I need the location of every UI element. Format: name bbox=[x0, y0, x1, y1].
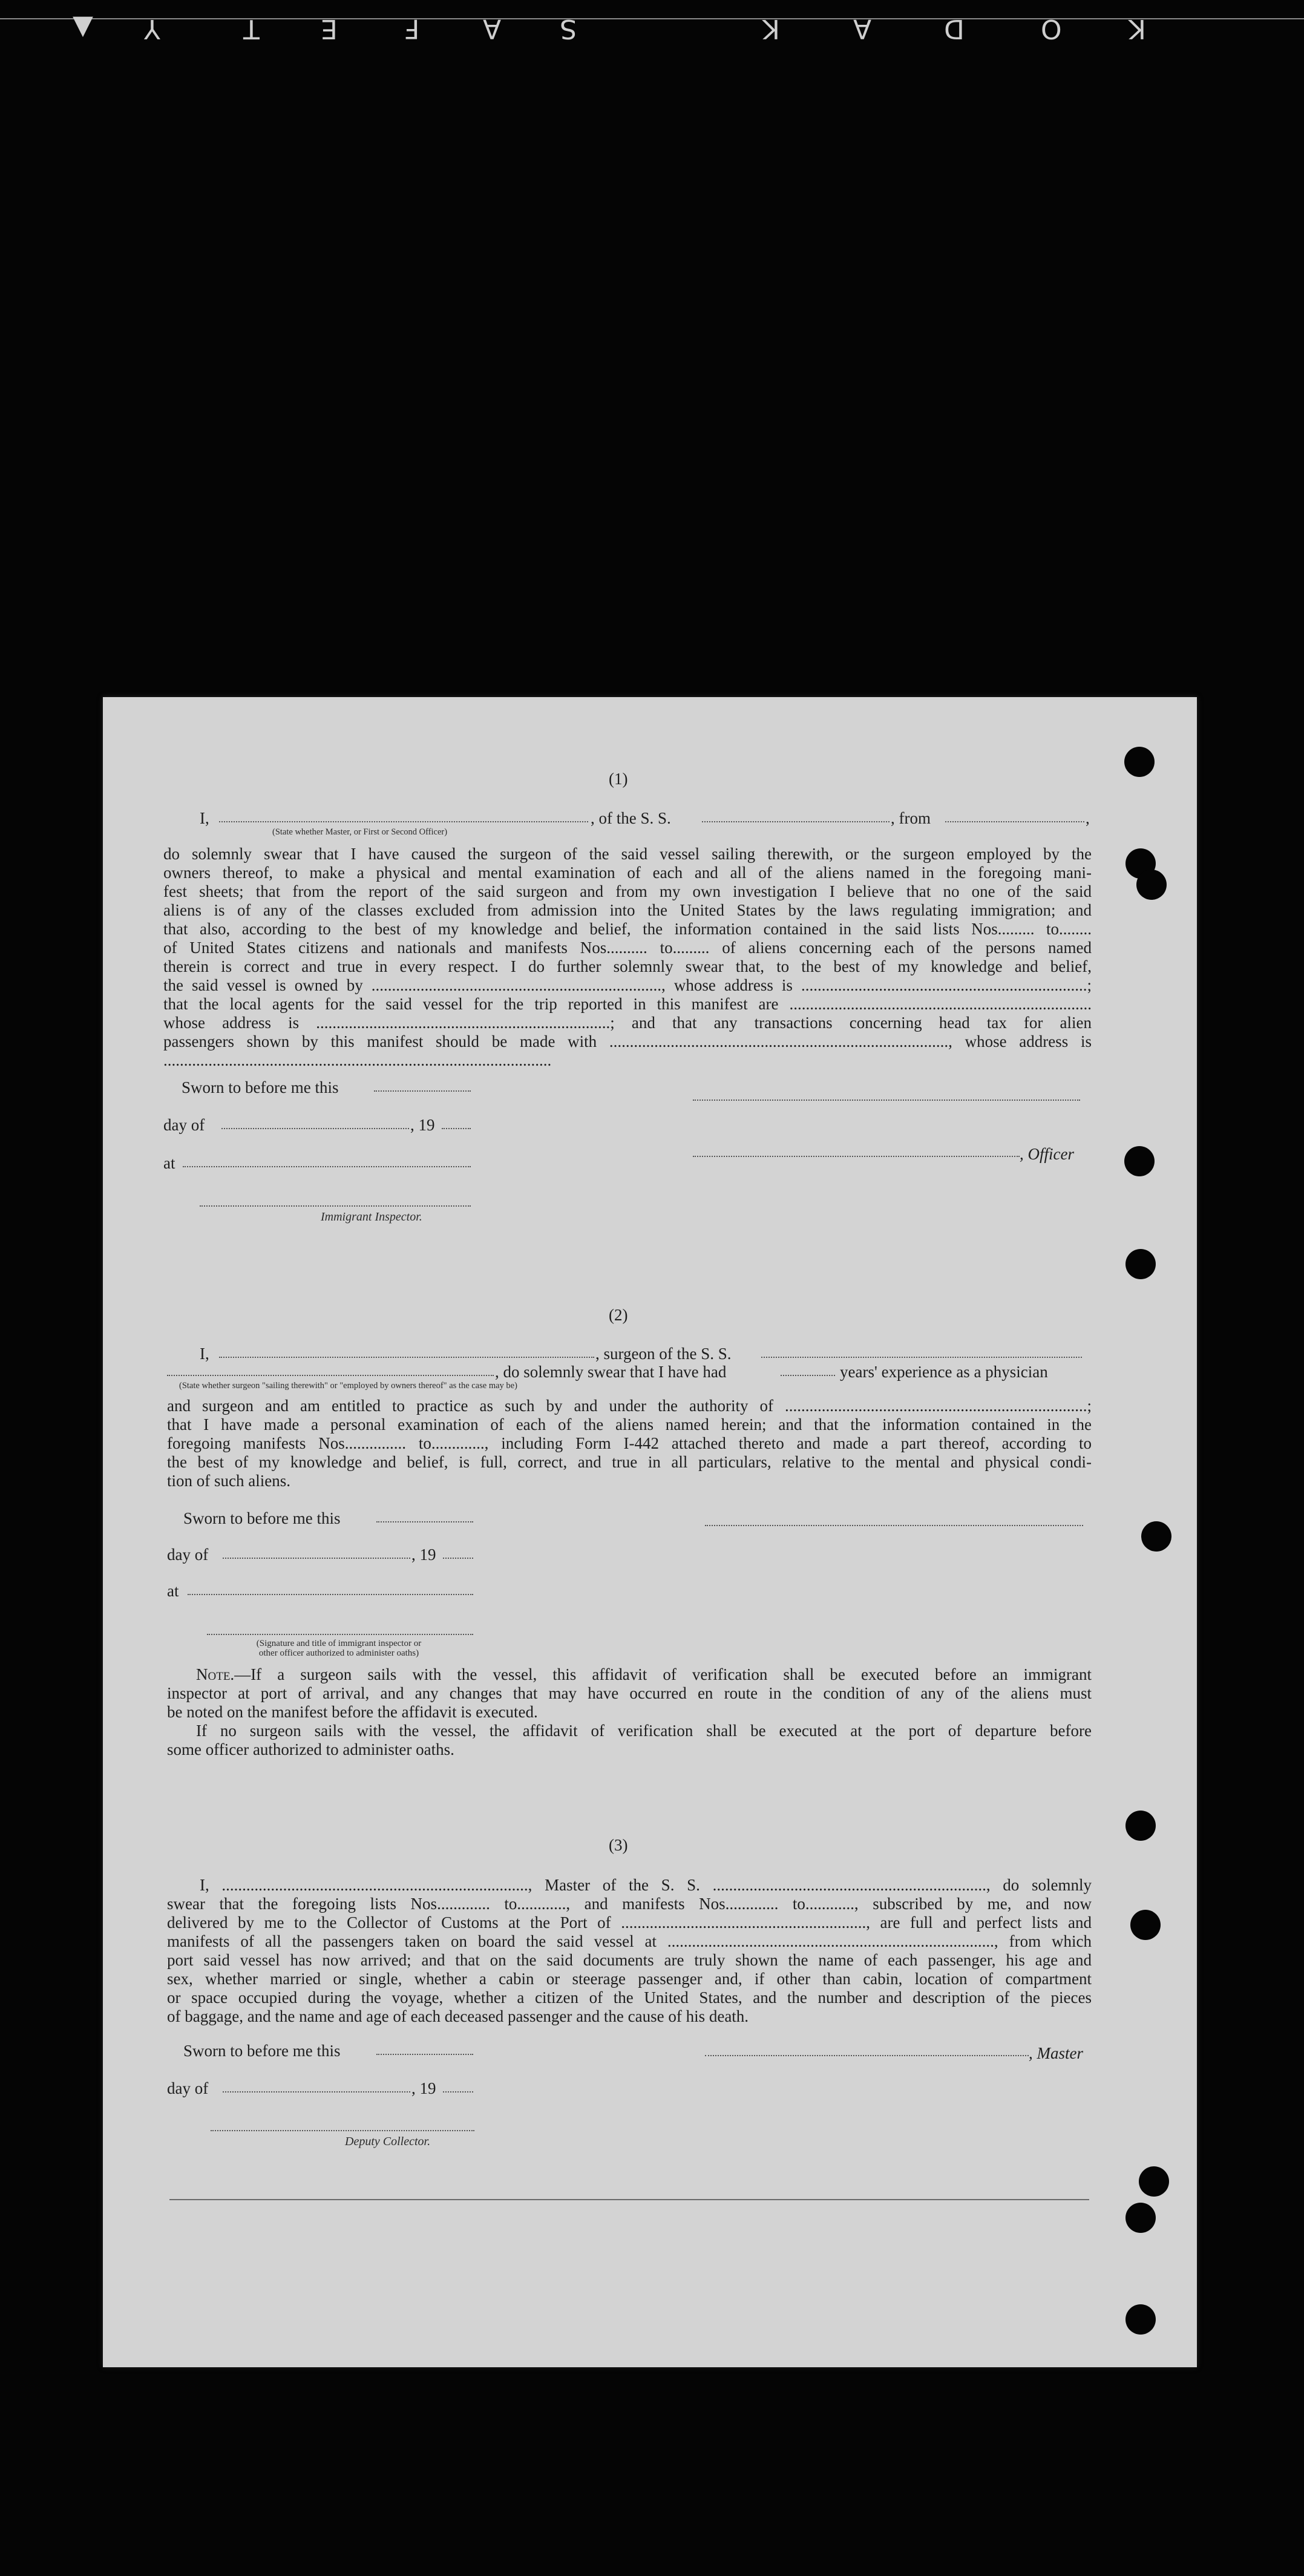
note-label: Note. bbox=[196, 1665, 235, 1683]
note-line: some officer authorized to administer oaths. bbox=[167, 1740, 454, 1758]
bottom-rule bbox=[169, 2199, 1089, 2200]
oath-line: aliens is of any of the classes excluded from admission into the United States by the laws regulating immigration; and bbox=[163, 901, 1092, 919]
note-line: inspector at port of arrival, and any changes that may have occurred en route in the condition of any of the aliens must bbox=[167, 1684, 1092, 1702]
oath-line: that also, according to the best of my knowledge and belief, the information contained in the said lists Nos......... to........ bbox=[163, 920, 1092, 938]
year-label: , 19 bbox=[410, 1116, 435, 1134]
oath-line: passengers shown by this manifest should be made with ..................................................................................., whose address is bbox=[163, 1032, 1092, 1050]
at-label: at bbox=[163, 1154, 175, 1172]
film-edge-letter: S bbox=[560, 13, 577, 44]
name-blank bbox=[219, 821, 588, 822]
oath-line: therein is correct and true in every respect. I do further solemnly swear that, to the best of my knowledge and belief, bbox=[163, 957, 1092, 975]
surgeon-name-blank bbox=[219, 1357, 594, 1358]
note-paragraph bbox=[167, 1665, 1092, 1759]
officer-signature-line bbox=[693, 1100, 1080, 1101]
day-label: day of bbox=[167, 1545, 209, 1564]
inspector-signature-line bbox=[207, 1634, 473, 1635]
film-edge-letter: T bbox=[243, 13, 260, 44]
oath-line: tion of such aliens. bbox=[167, 1472, 290, 1490]
port-blank bbox=[945, 821, 1084, 822]
sworn-blank bbox=[376, 2054, 473, 2055]
vessel-blank bbox=[761, 1357, 1082, 1358]
collector-signature-line bbox=[211, 2130, 474, 2131]
oath-line: do solemnly swear that I have caused the surgeon of the said vessel sailing therewith, or the surgeon employed by the bbox=[163, 845, 1092, 863]
punch-hole bbox=[1136, 870, 1167, 900]
film-edge-letter: ▲ bbox=[73, 13, 93, 44]
film-edge-letter: A bbox=[483, 13, 502, 44]
film-edge-letter: K bbox=[1129, 13, 1146, 44]
at-blank bbox=[183, 1166, 471, 1167]
note-line: be noted on the manifest before the affidavit is executed. bbox=[167, 1703, 538, 1721]
punch-hole bbox=[1125, 2203, 1156, 2233]
punch-hole bbox=[1125, 1249, 1156, 1279]
oath-line: that the local agents for the said vessel for the trip reported in this manifest are .......................................................................... bbox=[163, 995, 1092, 1013]
at-blank bbox=[188, 1594, 473, 1595]
oath-text: , of the S. S. bbox=[591, 809, 671, 827]
punch-hole bbox=[1139, 2166, 1169, 2197]
years-blank bbox=[781, 1375, 835, 1376]
vessel-blank bbox=[702, 821, 890, 822]
form-sheet bbox=[103, 697, 1197, 2367]
oath-text: , bbox=[1086, 809, 1090, 827]
oath-paragraph bbox=[163, 845, 1092, 1070]
punch-hole bbox=[1125, 1811, 1156, 1841]
note-text: —If a surgeon sails with the vessel, this affidavit of verification shall be executed before an immigrant bbox=[234, 1665, 1092, 1683]
oath-text: I, bbox=[200, 1345, 209, 1363]
inspector-label: Immigrant Inspector. bbox=[321, 1210, 422, 1224]
oath-line: or space occupied during the voyage, whether a citizen of the United States, and the number and description of the pieces bbox=[167, 1988, 1092, 2007]
oath-line: port said vessel has now arrived; and that on the said documents are truly shown the name of each passenger, his age and bbox=[167, 1951, 1092, 1969]
year-blank bbox=[443, 2091, 473, 2093]
oath-line: manifests of all the passengers taken on board the said vessel at ................................................................................, from which bbox=[167, 1932, 1092, 1950]
film-edge-letter: K bbox=[762, 13, 780, 44]
oath-text: , surgeon of the S. S. bbox=[595, 1345, 732, 1363]
punch-hole bbox=[1124, 1146, 1155, 1176]
signature-note bbox=[212, 1639, 466, 1658]
oath-line: owners thereof, to make a physical and mental examination of each and all of the aliens named in the foregoing mani- bbox=[163, 864, 1092, 882]
surgeon-signature-line bbox=[705, 1525, 1083, 1526]
oath-text: , from bbox=[891, 809, 931, 827]
inspector-signature-line bbox=[200, 1205, 471, 1207]
film-edge-line bbox=[0, 18, 1304, 19]
surgeon-type-blank bbox=[167, 1375, 494, 1376]
sworn-label: Sworn to before me this bbox=[182, 1078, 339, 1096]
oath-text: , do solemnly swear that I have had bbox=[495, 1363, 727, 1381]
film-edge-letter: A bbox=[853, 13, 872, 44]
film-edge-letter: Y bbox=[144, 13, 160, 44]
day-label: day of bbox=[167, 2079, 209, 2097]
oath-paragraph bbox=[167, 1876, 1092, 2026]
note-line: If no surgeon sails with the vessel, the affidavit of verification shall be executed at the port of departure before bbox=[196, 1722, 1092, 1740]
oath-line: sex, whether married or single, whether a cabin or steerage passenger and, if other than cabin, location of compartment bbox=[167, 1970, 1092, 1988]
oath-paragraph bbox=[167, 1397, 1092, 1490]
oath-text: I, bbox=[200, 809, 209, 827]
film-edge-letter: O bbox=[1041, 13, 1062, 44]
oath-line: fest sheets; that from the report of the said surgeon and from my own investigation I believe that no one of the said bbox=[163, 882, 1092, 900]
section-number: (2) bbox=[609, 1306, 628, 1324]
oath-line: foregoing manifests Nos............... to............., including Form I-442 attached thereto and made a part thereof, according to bbox=[167, 1434, 1092, 1452]
punch-hole bbox=[1141, 1521, 1171, 1552]
sworn-label: Sworn to before me this bbox=[183, 2042, 341, 2060]
year-label: , 19 bbox=[411, 1545, 436, 1564]
oath-line: whose address is ........................................................................; and that any transactions concerning head tax for alien bbox=[163, 1014, 1092, 1032]
at-label: at bbox=[167, 1582, 179, 1600]
oath-line: of baggage, and the name and age of each deceased passenger and the cause of his death. bbox=[167, 2007, 749, 2025]
oath-text: years' experience as a physician bbox=[840, 1363, 1048, 1381]
day-label: day of bbox=[163, 1116, 205, 1134]
oath-line: the said vessel is owned by ......................................................................., whose address is ......................................................................; bbox=[163, 976, 1092, 994]
oath-line: of United States citizens and nationals and manifests Nos.......... to......... of aliens concerning each of the persons named bbox=[163, 939, 1092, 957]
sworn-blank bbox=[374, 1090, 471, 1092]
sworn-blank bbox=[376, 1521, 473, 1522]
master-signature-line bbox=[705, 2055, 1029, 2056]
film-edge bbox=[0, 0, 1304, 48]
signature-note-line: (Signature and title of immigrant inspector or bbox=[256, 1639, 422, 1648]
year-blank bbox=[443, 1558, 473, 1559]
section-number: (3) bbox=[609, 1836, 628, 1854]
day-blank bbox=[223, 2091, 410, 2093]
punch-hole bbox=[1124, 747, 1155, 777]
oath-line: swear that the foregoing lists Nos............. to............, and manifests Nos............. to............, subscribed by me, and now bbox=[167, 1895, 1092, 1913]
day-blank bbox=[221, 1128, 409, 1129]
film-edge-letter: F bbox=[404, 13, 420, 44]
field-note: (State whether Master, or First or Second Officer) bbox=[272, 827, 448, 837]
punch-hole bbox=[1125, 2304, 1156, 2335]
year-blank bbox=[442, 1128, 471, 1129]
oath-line: that I have made a personal examination of each of the aliens named herein; and that the information contained in the bbox=[167, 1415, 1092, 1434]
oath-line: and surgeon and am entitled to practice as such by and under the authority of ..........................................................................; bbox=[167, 1397, 1092, 1415]
oath-line: I, ..........................................................................., Master of the S. S. ..................................................................., do solemnly bbox=[200, 1876, 1092, 1894]
collector-label: Deputy Collector. bbox=[345, 2135, 431, 2148]
officer-name-line bbox=[693, 1156, 1020, 1157]
oath-line: the best of my knowledge and belief, is full, correct, and true in all particulars, relative to the mental and physical condi- bbox=[167, 1453, 1092, 1471]
day-blank bbox=[223, 1558, 410, 1559]
year-label: , 19 bbox=[411, 2079, 436, 2097]
sworn-label: Sworn to before me this bbox=[183, 1509, 341, 1527]
film-edge-letter: E bbox=[321, 13, 338, 44]
punch-hole bbox=[1130, 1910, 1161, 1940]
film-edge-letter: D bbox=[944, 13, 965, 44]
section-number: (1) bbox=[609, 770, 628, 788]
master-label: , Master bbox=[1029, 2044, 1083, 2062]
field-note: (State whether surgeon "sailing therewith" or "employed by owners thereof" as the case may be) bbox=[179, 1381, 517, 1391]
note-line bbox=[167, 1665, 1092, 1684]
oath-line: delivered by me to the Collector of Customs at the Port of ............................................................, are full and perfect lists and bbox=[167, 1913, 1092, 1932]
officer-label: , Officer bbox=[1020, 1145, 1074, 1163]
oath-line: ............................................................................................... bbox=[163, 1051, 552, 1069]
signature-note-line: other officer authorized to administer oaths) bbox=[258, 1648, 419, 1658]
